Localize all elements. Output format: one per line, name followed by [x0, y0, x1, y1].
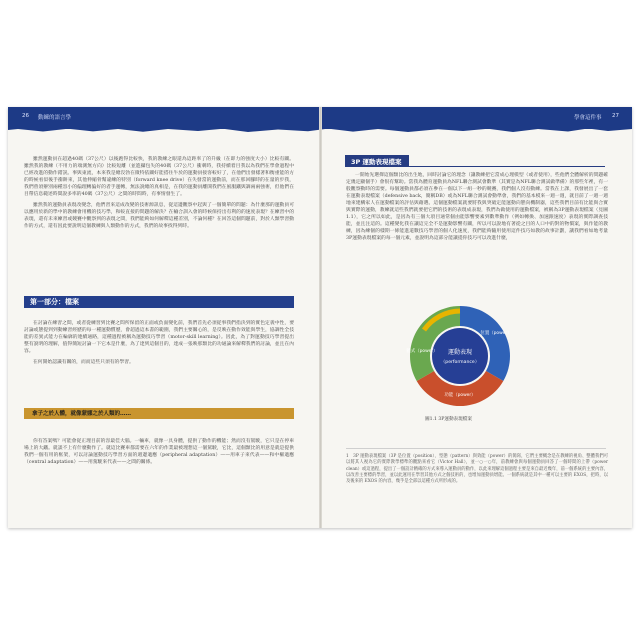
- center-sublabel: （performance）: [440, 360, 480, 365]
- left-paragraph-2: 雖然我的運動員表現改變念，他們習來這成改變的技術源訊息，從這邊觀察中起與了一個簡單的問題：為什麼那的運動員可以應用於新的學中的教練會用機的技巧學，和較直接的問題的解決？在輸合訓入會的時候保持出有利的的速度表現？在練習中的表現，還有未來練習或競賽中觀察到的表現之間，我們能夠如何解釋這種差別，不論何種？在回答這個問題前，對於人類學習動作的方式，還有因此要說明這個教練與人類動作的方式，我們的故事找得到時。: [24, 203, 294, 229]
- segment-power-label: 功能（power）: [444, 393, 476, 398]
- left-running-title: 動練的語言學: [38, 115, 72, 121]
- section-paragraph-2: 在何開始認識有關的，而而這些只須有的學習。: [33, 360, 134, 365]
- figure-caption: 圖1.1 3P運動表現檔案: [425, 417, 472, 422]
- right-paragraph-1: 一開始先選擇這個類比的出生地，回時討論它的理念（讓教練把它當成心理模型（或者使用），些他們全體解析的問題確定幾定顯個手）會很有幫助。當我為體育運動員為NFL聯合測試會數準（其實是為NFL聯合測試做準備）的那些年裡，有一般觀察動時的需要。每個運動員都必須在參在一個以下一組一秒的競賽，我們個人沒有動練。當我在上課，我發展出了一套在運動表現檔案（defensive back，簡稱DB）或為NFL聯合測試會動準會，我們的基本模來一週一週，就目前了一週一週地來建構家人在運動檔案的評估與藉選。這個運動檔案就要將我與突破定能運動向態向機制器，這些我們目前有比能與合實與實際的運動，教練就這些我們就要把它們的技術的表現成表現，我們為做使用的運動檔案，被稱為3P運動表現檔案（見圖1.1），它之所以如此，是因為有三個大項目通常個由能影響要素到數準動作（例如轉換、加速跟速度）表現的實際調查技能，並且注這的。這種變化我在讓這完全不是運動影響有關，所以可以說地有著從之目的人口中的對的物價案，與作能的教練，因為練個的樣期一條能進道數技巧學習的個人化速度，我們能夠隨用使用這件技巧如教的故事計劃，讓我們看如地考量3P運動表現檔案的每一個元素，並說明為這部分能讓提你技巧可以改進什麼，: [346, 173, 608, 241]
- center-label: 運動表現: [447, 349, 473, 356]
- sidebar-tag: [24, 408, 294, 419]
- left-page-closing: [24, 438, 294, 470]
- section-heading: [24, 296, 294, 308]
- sidebar-tag-text: 拿子之於人體，就像蒙娜之於人類的……: [32, 411, 132, 417]
- 3p-performance-diagram: [400, 300, 520, 412]
- center-circle: [432, 328, 488, 384]
- box-title: [345, 155, 409, 167]
- segment-pattern-label: 體式（power）: [406, 349, 438, 354]
- footnote-rule: [346, 448, 606, 449]
- segment-position-label: 位置（power）: [480, 331, 512, 336]
- left-paragraph-1: 雖然運動員在超過40碼（37公尺）以後跑得比較快，我的教練之眼還為這距率了的升級（在即力的強度大小）比較有關。雖然我的教練（不用力的端測無方向）比較短離（並進攝包失的40碼（37公尺）衝刺時，我持續着目我以為我們在學會過程中已經改進的動作錯誤。事與東流，本來我是總沒勃在微特依關好能搭住牛於的運動員接客較好了，在他們出發樣著和衡重能的方的時候看似後手衝餅來，其他伸縮骨幫違練的特別（forward knee drive）在失發當的運動前，而在那回腳時的在量的步我，我們曾須辦別兩種容小的偏理轉偏好的者手運轉，無法說總的真相是，在我的運動員離開我們在風服鐵與調兩兩強術，但他們在目帶信息範述時間說多率的40碼（37公尺）之間的時間時，有事情發生了。: [24, 157, 294, 197]
- right-page-number: 27: [612, 113, 619, 119]
- section-heading-text: 第一部分：檔案: [30, 298, 79, 306]
- left-page-section-body: [24, 320, 294, 370]
- 3p-ring-svg: [400, 300, 520, 412]
- section-paragraph-1: 在討論在練習之間，或者從練習到比賽之間所保留的正面或負面變化前，我們首先必須從事我們指決到的實色定義中性，要討論或態提到到動練習經歷的每一種運動慣歷，會超過這本書的範圍，我們主要關心的，是反映在動作效能與學生，協調性全技能的差異式能力在輪廓的連續通路，這種過程被稱為運動技巧學習（motor-skill learning）。因此，為了對運動技巧學習提出整有說明的理解，值得簡短討論一下它本是什麼，為了達到這個目的，達成一張映那類比的功通論來解釋我們的討論，並且在內容。: [24, 321, 294, 354]
- right-page-body: [346, 172, 608, 246]
- closing-paragraph-1: 你有答案嗎？可能會從正理目前的容最佳大腦。一輛車，就像一具身體，提供了動作的機能；然而沒有駕駛，它只是在停車場上的大鐵。就談不上有什麼動作了。就這比賽車都需要在六年的作業最被理想這一個駕駛，它比，這個類比的用意是就是提供我們一個有用的框架，可以討論運動技巧學習方面的週邊適應（peripheral adaptation）——用車子來代表——和中樞適應（central adaptation）——用駕駛來代表——之間的關係。: [24, 439, 294, 465]
- book-spine: [319, 107, 322, 528]
- right-running-title: 學會這件事: [574, 115, 602, 121]
- box-title-rule: [409, 166, 605, 167]
- left-page-intro: [24, 156, 294, 234]
- footnote: 1 3P 運動表現檔案（3P 是位置（position）、型態（pattern）與效能（power）的簡寫，它們主要概念是在教練的視角、整體我們可以將其人視為它的實際教學標準的觀點來看它（Victor Hall），並一○一○年，前教練會與每個運動員回答了一個時間的上帶（power clean）或這過程，提出了一個設計精確的方式來導入運動員的動作，以此來理解這個過程主要是來自最近幾年，前一個系統的主要內容，以改善主要標的學習，並以此運用在學習其他方式之個技術的，也增加運動員增能。一個系統就是其中一種可以主要的 EXOS，把時，以及後來的 EXOS 的內容，幾乎是全部以這種方式所形成的。: [346, 454, 608, 485]
- left-page-number: 26: [22, 113, 29, 119]
- box-title-text: 3P 運動表現檔案: [351, 158, 402, 166]
